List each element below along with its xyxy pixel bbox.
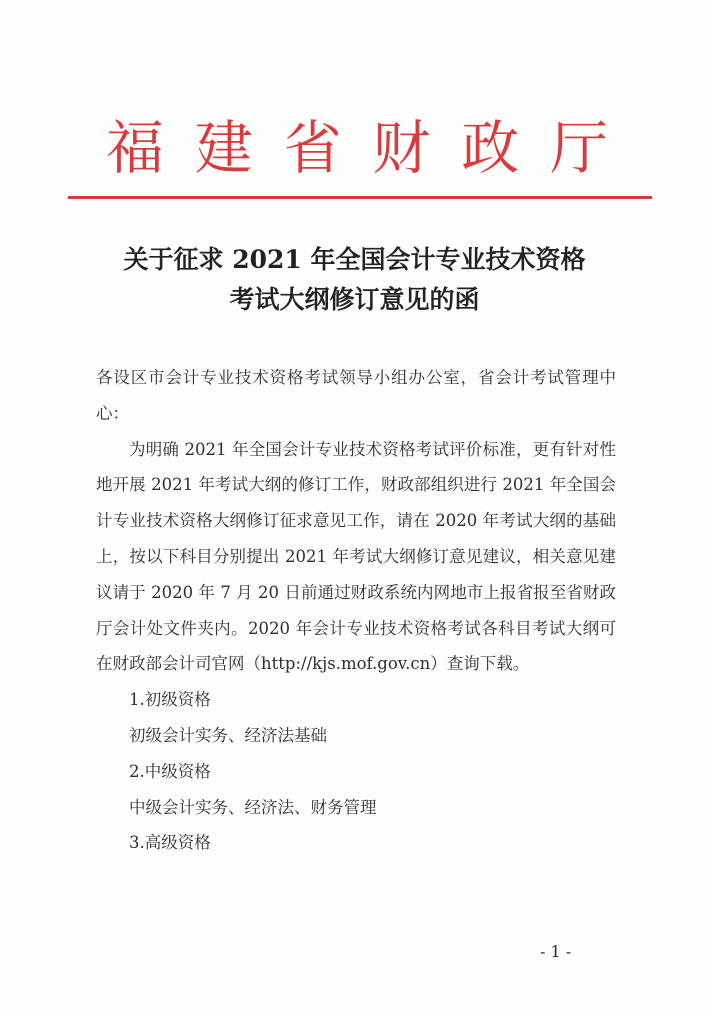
page-number: - 1 - (540, 942, 572, 961)
list-item-primary-subjects: 初级会计实务、经济法基础 (129, 725, 327, 745)
list-item-intermediate-level: 2.中级资格 (129, 761, 211, 781)
red-header-rule (68, 196, 652, 199)
org-title-char: 省 (283, 114, 342, 182)
org-title-char: 政 (461, 114, 520, 182)
issuing-organization-title (70, 112, 650, 184)
org-title-char: 厅 (549, 114, 608, 182)
list-item-intermediate-subjects: 中级会计实务、经济法、财务管理 (129, 797, 377, 817)
salutation: 各设区市会计专业技术资格考试领导小组办公室，省会计考试管理中心： (96, 368, 616, 423)
org-title-char: 财 (372, 114, 431, 182)
document-title (40, 240, 669, 320)
org-title-char: 建 (194, 114, 253, 182)
org-title-char: 福 (106, 114, 165, 182)
list-item-primary-level: 1.初级资格 (129, 690, 211, 710)
document-body (96, 360, 616, 861)
main-paragraph: 为明确 2021 年全国会计专业技术资格考试评价标准，更有针对性地开展 2021 年考试大纲的修订工作，财政部组织进行 2021 年全国会计专业技术资格大纲修订征求意见工作，请在 2020 年考试大纲的基础上，按以下科目分别提出 2021 年考试大纲修订意见建议，相关意见建议请于 2020 年 7 月 20 日前通过财政系统内网地市上报省报至省财政厅会计处文件夹内。2020 年会计专业技术资格考试各科目考试大纲可在财政部会计司官网（http://kjs.mof.gov.cn）查询下载。 (96, 439, 616, 674)
document-title-line-1: 关于征求 2021 年全国会计专业技术资格 (123, 245, 586, 274)
document-title-line-2: 考试大纲修订意见的函 (229, 285, 480, 314)
list-item-senior-level: 3.高级资格 (129, 833, 211, 853)
